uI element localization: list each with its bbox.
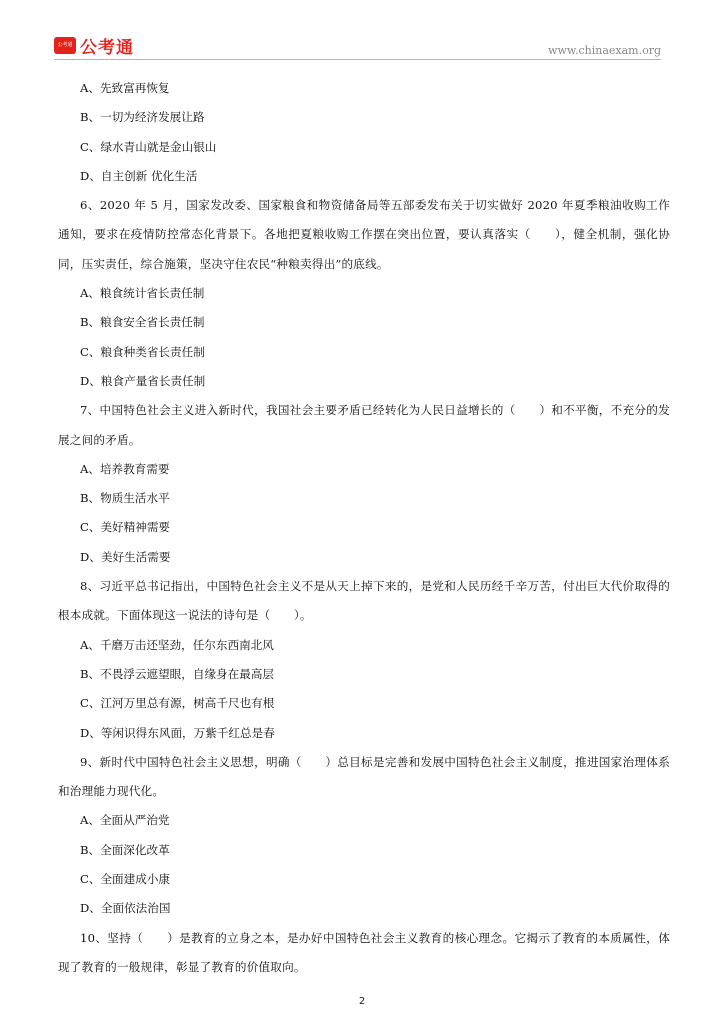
brand-logo[interactable]: [54, 34, 134, 56]
question-8: [58, 572, 670, 748]
option-line: B、全面深化改革: [80, 842, 170, 857]
option-line: A、培养教育需要: [80, 461, 170, 476]
question-10: [58, 924, 670, 983]
logo-text: 公考通: [80, 37, 134, 58]
header-divider: [54, 59, 661, 60]
option-line: C、粮食种类省长责任制: [80, 344, 205, 359]
page-header: [0, 0, 724, 62]
page-number: 2: [358, 996, 366, 1007]
option-line: B、物质生活水平: [80, 491, 170, 506]
option-line: D、粮食产量省长责任制: [80, 373, 206, 388]
question-stem: 8、习近平总书记指出，中国特色社会主义不是从天上掉下来的，是党和人民历经千辛万苦，付出巨大代价取得的根本成就。下面体现这一说法的诗句是（ ）。: [58, 579, 670, 623]
option-line: A、粮食统计省长责任制: [80, 286, 205, 301]
option-line: B、粮食安全省长责任制: [80, 315, 205, 330]
option-line: C、绿水青山就是金山银山: [80, 139, 217, 154]
question-5-options: [58, 74, 670, 191]
option-line: C、全面建成小康: [80, 872, 171, 887]
option-line: A、先致富再恢复: [80, 81, 170, 95]
option-line: A、千磨万击还坚劲，任尔东西南北风: [80, 637, 274, 652]
question-stem: 7、中国特色社会主义进入新时代，我国社会主要矛盾已经转化为人民日益增长的（ ）和不平衡，不充分的发展之间的矛盾。: [58, 403, 670, 447]
question-stem: 10、坚持（ ）是教育的立身之本，是办好中国特色社会主义教育的核心理念。它揭示了教育的本质属性，体现了教育的一般规律，彰显了教育的价值取向。: [58, 930, 670, 974]
option-line: C、江河万里总有源，树高千尺也有根: [80, 696, 275, 711]
question-7: [58, 396, 670, 572]
option-line: B、不畏浮云遮望眼，自缘身在最高层: [80, 666, 275, 681]
option-line: D、全面依法治国: [80, 901, 171, 916]
option-line: A、全面从严治党: [80, 813, 170, 828]
option-line: C、美好精神需要: [80, 520, 171, 535]
document-body: [58, 74, 670, 982]
question-6: [58, 191, 670, 396]
logo-badge-icon: 公考通: [54, 37, 76, 54]
question-stem: 9、新时代中国特色社会主义思想，明确（ ）总目标是完善和发展中国特色社会主义制度，推进国家治理体系和治理能力现代化。: [58, 754, 670, 799]
question-stem: 6、2020 年 5 月，国家发改委、国家粮食和物资储备局等五部委发布关于切实做好 2020 年夏季粮油收购工作通知，要求在疫情防控常态化背景下。各地把夏粮收购工作摆在突出位置，要认真落实（ ），健全机制，强化协同，压实责任，综合施策，坚决守住农民“种粮卖得出”的底线。: [58, 198, 670, 271]
option-line: D、等闲识得东风面，万紫千红总是春: [80, 725, 275, 740]
option-line: B、一切为经济发展让路: [80, 110, 205, 125]
question-9: [58, 748, 670, 924]
site-url[interactable]: www.chinaexam.org: [548, 44, 661, 57]
option-line: D、美好生活需要: [80, 549, 171, 564]
option-line: D、自主创新 优化生活: [80, 168, 198, 183]
